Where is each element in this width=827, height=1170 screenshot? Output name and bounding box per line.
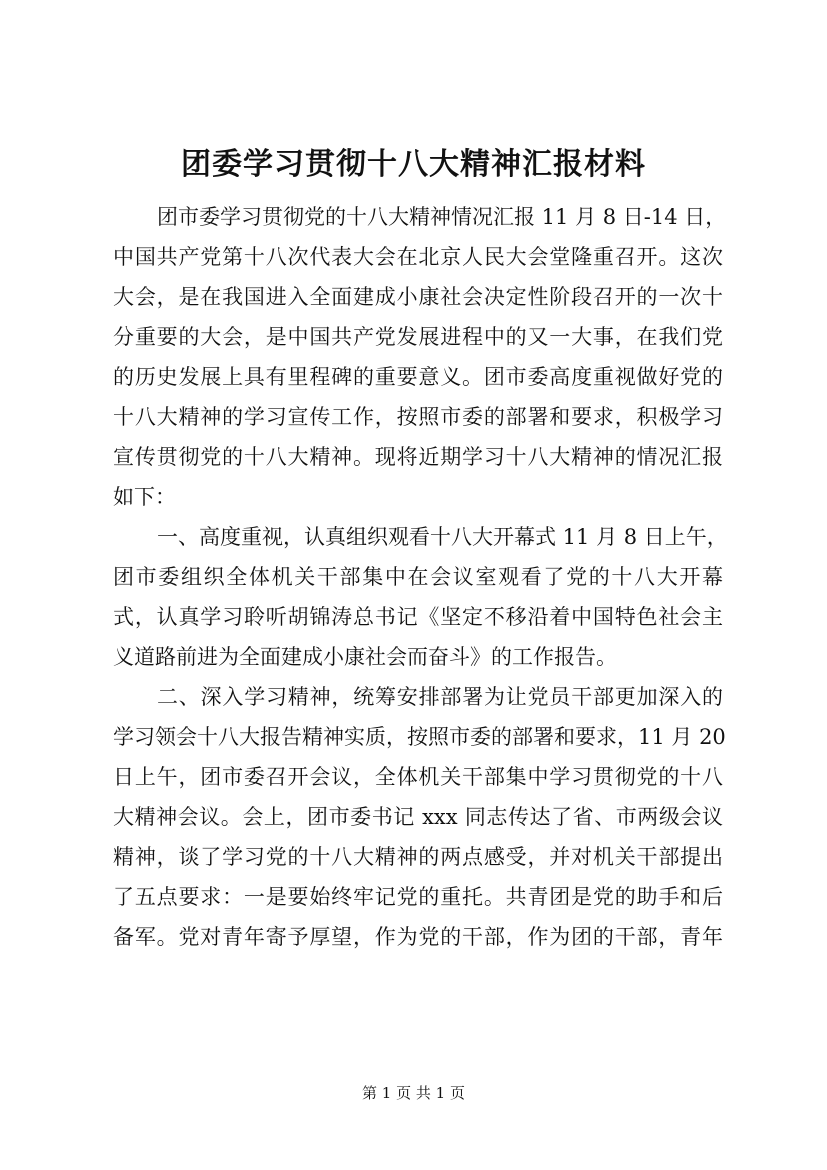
page-number-footer: 第 1 页 共 1 页 [362, 1084, 465, 1102]
text-line: 二、深入学习精神，统筹安排部署为让党员干部更加深入的 [157, 685, 723, 709]
text-line: 日上午，团市委召开会议，全体机关干部集中学习贯彻党的十八 [113, 765, 723, 789]
document-title: 团委学习贯彻十八大精神汇报材料 [181, 147, 646, 182]
text-line: 的历史发展上具有里程碑的重要意义。团市委高度重视做好党的 [113, 365, 723, 389]
text-line: 学习领会十八大报告精神实质，按照市委的部署和要求，11 月 20 [113, 725, 726, 749]
text-line: 中国共产党第十八次代表大会在北京人民大会堂隆重召开。这次 [113, 245, 723, 269]
text-line: 大会，是在我国进入全面建成小康社会决定性阶段召开的一次十 [113, 285, 723, 309]
text-line: 如下： [113, 485, 176, 509]
text-line: 式，认真学习聆听胡锦涛总书记《坚定不移沿着中国特色社会主 [113, 605, 723, 629]
text-line: 宣传贯彻党的十八大精神。现将近期学习十八大精神的情况汇报 [113, 445, 723, 469]
text-line: 分重要的大会，是中国共产党发展进程中的又一大事，在我们党 [113, 325, 723, 349]
text-line: 义道路前进为全面建成小康社会而奋斗》的工作报告。 [113, 645, 617, 669]
text-line: 精神，谈了学习党的十八大精神的两点感受，并对机关干部提出 [113, 845, 723, 869]
text-line: 团市委组织全体机关干部集中在会议室观看了党的十八大开幕 [113, 565, 723, 589]
text-line: 十八大精神的学习宣传工作，按照市委的部署和要求，积极学习 [113, 405, 723, 429]
paragraph-3 [113, 677, 726, 957]
text-line: 了五点要求：一是要始终牢记党的重托。共青团是党的助手和后 [113, 885, 723, 909]
text-line: 备军。党对青年寄予厚望，作为党的干部，作为团的干部，青年 [113, 925, 723, 949]
text-line: 一、高度重视，认真组织观看十八大开幕式 11 月 8 日上午， [157, 525, 728, 549]
paragraph-2 [113, 517, 728, 677]
document-body [113, 197, 728, 957]
text-line: 大精神会议。会上，团市委书记 xxx 同志传达了省、市两级会议 [113, 805, 723, 829]
text-line: 团市委学习贯彻党的十八大精神情况汇报 11 月 8 日-14 日， [157, 205, 727, 229]
paragraph-1 [113, 197, 727, 517]
